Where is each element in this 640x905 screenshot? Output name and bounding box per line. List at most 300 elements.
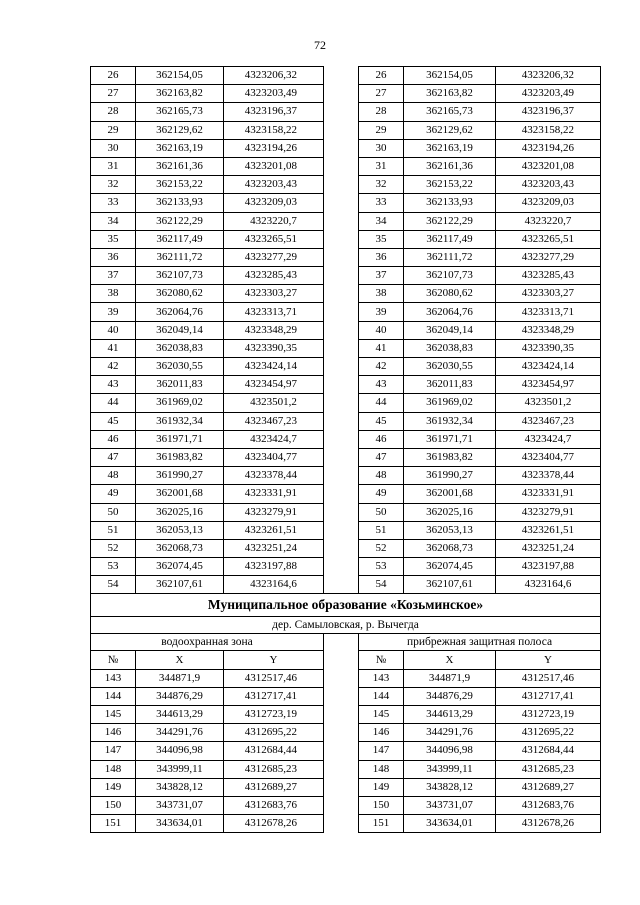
left-cell-x: 362038,83 xyxy=(136,339,224,357)
column-gap xyxy=(324,194,359,212)
left-cell-num: 32 xyxy=(91,176,136,194)
left-cell-y: 4312695,22 xyxy=(224,724,324,742)
right-cell-x: 343999,11 xyxy=(404,760,496,778)
right-cell-num: 148 xyxy=(359,760,404,778)
left-cell-x: 362068,73 xyxy=(136,539,224,557)
left-cell-y: 4323194,26 xyxy=(224,139,324,157)
right-cell-num: 151 xyxy=(359,815,404,833)
table-row xyxy=(91,321,601,339)
right-cell-num: 36 xyxy=(359,248,404,266)
right-cell-num: 143 xyxy=(359,669,404,687)
left-cell-x: 362111,72 xyxy=(136,248,224,266)
right-cell-x: 362107,73 xyxy=(404,267,496,285)
right-cell-y: 4312717,41 xyxy=(496,687,601,705)
left-cell-num: 147 xyxy=(91,742,136,760)
right-cell-x: 362165,73 xyxy=(404,103,496,121)
left-cell-y: 4323424,7 xyxy=(224,430,324,448)
right-cell-y: 4312517,46 xyxy=(496,669,601,687)
left-cell-num: 26 xyxy=(91,67,136,85)
left-cell-num: 149 xyxy=(91,778,136,796)
right-cell-num: 28 xyxy=(359,103,404,121)
column-gap xyxy=(324,521,359,539)
column-gap xyxy=(324,139,359,157)
table-row xyxy=(91,706,601,724)
right-cell-y: 4323454,97 xyxy=(496,376,601,394)
right-cell-num: 51 xyxy=(359,521,404,539)
table-row xyxy=(91,485,601,503)
left-cell-num: 49 xyxy=(91,485,136,503)
table-row xyxy=(91,248,601,266)
right-cell-y: 4323196,37 xyxy=(496,103,601,121)
table-row xyxy=(91,430,601,448)
table-row xyxy=(91,103,601,121)
right-header-x: X xyxy=(404,651,496,669)
left-cell-y: 4323348,29 xyxy=(224,321,324,339)
left-cell-x: 362064,76 xyxy=(136,303,224,321)
left-cell-x: 343731,07 xyxy=(136,796,224,814)
left-cell-num: 148 xyxy=(91,760,136,778)
right-cell-x: 362074,45 xyxy=(404,558,496,576)
left-cell-y: 4312689,27 xyxy=(224,778,324,796)
left-cell-y: 4323261,51 xyxy=(224,521,324,539)
column-gap xyxy=(324,230,359,248)
left-cell-x: 362001,68 xyxy=(136,485,224,503)
right-cell-x: 344096,98 xyxy=(404,742,496,760)
right-cell-num: 27 xyxy=(359,85,404,103)
left-cell-num: 143 xyxy=(91,669,136,687)
left-cell-y: 4323285,43 xyxy=(224,267,324,285)
right-cell-x: 361971,71 xyxy=(404,430,496,448)
left-cell-num: 47 xyxy=(91,448,136,466)
right-cell-x: 362001,68 xyxy=(404,485,496,503)
right-cell-y: 4312723,19 xyxy=(496,706,601,724)
left-cell-y: 4323197,88 xyxy=(224,558,324,576)
left-cell-num: 37 xyxy=(91,267,136,285)
left-cell-num: 40 xyxy=(91,321,136,339)
left-cell-x: 343634,01 xyxy=(136,815,224,833)
column-gap xyxy=(324,157,359,175)
right-cell-y: 4323424,14 xyxy=(496,358,601,376)
left-cell-y: 4323277,29 xyxy=(224,248,324,266)
right-cell-y: 4323201,08 xyxy=(496,157,601,175)
left-cell-x: 362117,49 xyxy=(136,230,224,248)
column-gap xyxy=(324,724,359,742)
table-row xyxy=(91,267,601,285)
left-cell-y: 4312517,46 xyxy=(224,669,324,687)
right-cell-num: 31 xyxy=(359,157,404,175)
left-cell-y: 4323378,44 xyxy=(224,467,324,485)
column-gap xyxy=(324,212,359,230)
right-zone-label: прибрежная защитная полоса xyxy=(359,634,601,651)
left-zone-label: водоохранная зона xyxy=(91,634,324,651)
column-gap xyxy=(324,706,359,724)
right-cell-num: 37 xyxy=(359,267,404,285)
left-header-num: № xyxy=(91,651,136,669)
column-gap xyxy=(324,67,359,85)
right-cell-x: 344871,9 xyxy=(404,669,496,687)
left-cell-num: 52 xyxy=(91,539,136,557)
column-gap xyxy=(324,669,359,687)
left-cell-x: 344876,29 xyxy=(136,687,224,705)
right-cell-x: 362129,62 xyxy=(404,121,496,139)
right-cell-x: 362153,22 xyxy=(404,176,496,194)
table-row xyxy=(91,67,601,85)
left-cell-y: 4323158,22 xyxy=(224,121,324,139)
right-cell-x: 362107,61 xyxy=(404,576,496,594)
left-cell-num: 50 xyxy=(91,503,136,521)
right-cell-y: 4323251,24 xyxy=(496,539,601,557)
right-cell-x: 362068,73 xyxy=(404,539,496,557)
column-gap xyxy=(324,267,359,285)
right-cell-y: 4312683,76 xyxy=(496,796,601,814)
left-cell-num: 150 xyxy=(91,796,136,814)
left-cell-num: 30 xyxy=(91,139,136,157)
left-header-x: X xyxy=(136,651,224,669)
left-cell-x: 362025,16 xyxy=(136,503,224,521)
left-header-y: Y xyxy=(224,651,324,669)
left-cell-num: 53 xyxy=(91,558,136,576)
table-row xyxy=(91,448,601,466)
right-cell-y: 4323261,51 xyxy=(496,521,601,539)
right-cell-y: 4323197,88 xyxy=(496,558,601,576)
right-cell-num: 47 xyxy=(359,448,404,466)
right-cell-x: 344613,29 xyxy=(404,706,496,724)
left-cell-y: 4323467,23 xyxy=(224,412,324,430)
right-cell-x: 344291,76 xyxy=(404,724,496,742)
zone-row xyxy=(91,634,601,651)
left-cell-x: 344096,98 xyxy=(136,742,224,760)
right-cell-num: 45 xyxy=(359,412,404,430)
right-cell-num: 33 xyxy=(359,194,404,212)
table-row xyxy=(91,376,601,394)
top-block-body xyxy=(91,67,601,594)
left-cell-num: 39 xyxy=(91,303,136,321)
left-cell-y: 4323404,77 xyxy=(224,448,324,466)
right-cell-y: 4323378,44 xyxy=(496,467,601,485)
right-cell-num: 35 xyxy=(359,230,404,248)
right-cell-y: 4323203,49 xyxy=(496,85,601,103)
table-row xyxy=(91,576,601,594)
table-row xyxy=(91,194,601,212)
left-cell-num: 43 xyxy=(91,376,136,394)
left-cell-x: 343828,12 xyxy=(136,778,224,796)
table-row xyxy=(91,139,601,157)
left-cell-y: 4323501,2 xyxy=(224,394,324,412)
table-row xyxy=(91,760,601,778)
column-gap xyxy=(324,430,359,448)
left-cell-num: 31 xyxy=(91,157,136,175)
column-gap xyxy=(324,285,359,303)
left-cell-y: 4323201,08 xyxy=(224,157,324,175)
column-gap xyxy=(324,815,359,833)
left-cell-num: 145 xyxy=(91,706,136,724)
right-cell-x: 362133,93 xyxy=(404,194,496,212)
table-row xyxy=(91,85,601,103)
header-gap xyxy=(324,651,359,669)
right-cell-y: 4323194,26 xyxy=(496,139,601,157)
table-row xyxy=(91,503,601,521)
column-gap xyxy=(324,394,359,412)
left-cell-y: 4312685,23 xyxy=(224,760,324,778)
column-gap xyxy=(324,358,359,376)
table-row xyxy=(91,157,601,175)
left-cell-num: 144 xyxy=(91,687,136,705)
left-cell-y: 4312723,19 xyxy=(224,706,324,724)
left-cell-x: 362053,13 xyxy=(136,521,224,539)
right-cell-num: 50 xyxy=(359,503,404,521)
left-cell-y: 4323203,43 xyxy=(224,176,324,194)
table-row xyxy=(91,724,601,742)
left-cell-x: 362154,05 xyxy=(136,67,224,85)
left-cell-num: 151 xyxy=(91,815,136,833)
right-cell-x: 362049,14 xyxy=(404,321,496,339)
right-cell-y: 4312678,26 xyxy=(496,815,601,833)
right-cell-y: 4312695,22 xyxy=(496,724,601,742)
right-cell-num: 26 xyxy=(359,67,404,85)
left-cell-x: 362163,82 xyxy=(136,85,224,103)
right-cell-y: 4323164,6 xyxy=(496,576,601,594)
left-cell-x: 362049,14 xyxy=(136,321,224,339)
left-cell-x: 343999,11 xyxy=(136,760,224,778)
left-cell-x: 344291,76 xyxy=(136,724,224,742)
right-cell-num: 52 xyxy=(359,539,404,557)
right-cell-y: 4323348,29 xyxy=(496,321,601,339)
right-cell-num: 53 xyxy=(359,558,404,576)
column-gap xyxy=(324,176,359,194)
column-gap xyxy=(324,558,359,576)
left-cell-x: 362080,62 xyxy=(136,285,224,303)
table-row xyxy=(91,558,601,576)
right-cell-x: 362163,19 xyxy=(404,139,496,157)
right-cell-num: 146 xyxy=(359,724,404,742)
left-cell-num: 33 xyxy=(91,194,136,212)
right-header-num: № xyxy=(359,651,404,669)
right-cell-x: 362163,82 xyxy=(404,85,496,103)
right-cell-num: 40 xyxy=(359,321,404,339)
right-cell-num: 32 xyxy=(359,176,404,194)
left-cell-y: 4323251,24 xyxy=(224,539,324,557)
table-row xyxy=(91,467,601,485)
left-cell-x: 362129,62 xyxy=(136,121,224,139)
municipality-title: Муниципальное образование «Козьминское» xyxy=(91,594,601,617)
table-row xyxy=(91,687,601,705)
right-cell-num: 30 xyxy=(359,139,404,157)
table-row xyxy=(91,212,601,230)
right-cell-y: 4312685,23 xyxy=(496,760,601,778)
left-cell-num: 27 xyxy=(91,85,136,103)
right-cell-num: 49 xyxy=(359,485,404,503)
left-cell-y: 4323206,32 xyxy=(224,67,324,85)
table-row xyxy=(91,339,601,357)
right-cell-y: 4323220,7 xyxy=(496,212,601,230)
left-cell-y: 4312683,76 xyxy=(224,796,324,814)
right-cell-y: 4312684,44 xyxy=(496,742,601,760)
column-gap xyxy=(324,303,359,321)
left-cell-x: 362074,45 xyxy=(136,558,224,576)
right-cell-x: 362117,49 xyxy=(404,230,496,248)
column-gap xyxy=(324,687,359,705)
left-cell-x: 362107,73 xyxy=(136,267,224,285)
right-cell-x: 362038,83 xyxy=(404,339,496,357)
right-cell-num: 147 xyxy=(359,742,404,760)
column-gap xyxy=(324,796,359,814)
right-cell-x: 362154,05 xyxy=(404,67,496,85)
left-cell-num: 45 xyxy=(91,412,136,430)
left-cell-x: 361990,27 xyxy=(136,467,224,485)
left-cell-num: 46 xyxy=(91,430,136,448)
right-cell-y: 4323424,7 xyxy=(496,430,601,448)
right-cell-num: 144 xyxy=(359,687,404,705)
left-cell-y: 4323390,35 xyxy=(224,339,324,357)
right-cell-x: 361983,82 xyxy=(404,448,496,466)
left-cell-num: 36 xyxy=(91,248,136,266)
column-gap xyxy=(324,503,359,521)
column-gap xyxy=(324,339,359,357)
right-cell-y: 4323209,03 xyxy=(496,194,601,212)
right-cell-x: 362122,29 xyxy=(404,212,496,230)
left-cell-x: 362122,29 xyxy=(136,212,224,230)
table-row xyxy=(91,539,601,557)
table-row xyxy=(91,412,601,430)
column-gap xyxy=(324,321,359,339)
left-cell-y: 4323196,37 xyxy=(224,103,324,121)
right-cell-y: 4323404,77 xyxy=(496,448,601,466)
table-row xyxy=(91,176,601,194)
right-header-y: Y xyxy=(496,651,601,669)
left-cell-num: 42 xyxy=(91,358,136,376)
column-gap xyxy=(324,121,359,139)
right-cell-y: 4323265,51 xyxy=(496,230,601,248)
right-cell-y: 4323203,43 xyxy=(496,176,601,194)
left-cell-y: 4323164,6 xyxy=(224,576,324,594)
right-cell-x: 343828,12 xyxy=(404,778,496,796)
column-gap xyxy=(324,376,359,394)
right-cell-y: 4323206,32 xyxy=(496,67,601,85)
table-row xyxy=(91,394,601,412)
column-gap xyxy=(324,103,359,121)
column-gap xyxy=(324,760,359,778)
column-gap xyxy=(324,485,359,503)
left-cell-x: 344613,29 xyxy=(136,706,224,724)
right-cell-y: 4323331,91 xyxy=(496,485,601,503)
column-gap xyxy=(324,85,359,103)
right-cell-x: 362161,36 xyxy=(404,157,496,175)
right-cell-y: 4323285,43 xyxy=(496,267,601,285)
right-cell-num: 54 xyxy=(359,576,404,594)
column-gap xyxy=(324,467,359,485)
right-cell-num: 44 xyxy=(359,394,404,412)
right-cell-x: 361969,02 xyxy=(404,394,496,412)
table-row xyxy=(91,521,601,539)
right-cell-y: 4323158,22 xyxy=(496,121,601,139)
right-cell-y: 4323313,71 xyxy=(496,303,601,321)
left-cell-x: 362133,93 xyxy=(136,194,224,212)
left-cell-y: 4323454,97 xyxy=(224,376,324,394)
left-cell-y: 4323209,03 xyxy=(224,194,324,212)
right-cell-x: 362011,83 xyxy=(404,376,496,394)
right-cell-x: 362064,76 xyxy=(404,303,496,321)
right-cell-y: 4323277,29 xyxy=(496,248,601,266)
left-cell-x: 361969,02 xyxy=(136,394,224,412)
right-cell-x: 344876,29 xyxy=(404,687,496,705)
left-cell-x: 362030,55 xyxy=(136,358,224,376)
column-gap xyxy=(324,576,359,594)
left-cell-x: 362107,61 xyxy=(136,576,224,594)
right-cell-num: 43 xyxy=(359,376,404,394)
left-cell-x: 361983,82 xyxy=(136,448,224,466)
right-cell-x: 362111,72 xyxy=(404,248,496,266)
right-cell-y: 4323279,91 xyxy=(496,503,601,521)
coordinates-table xyxy=(90,66,601,833)
right-cell-num: 29 xyxy=(359,121,404,139)
left-cell-y: 4323303,27 xyxy=(224,285,324,303)
table-row xyxy=(91,230,601,248)
right-cell-num: 41 xyxy=(359,339,404,357)
page-number: 72 xyxy=(314,38,326,52)
left-cell-y: 4323313,71 xyxy=(224,303,324,321)
table-row xyxy=(91,669,601,687)
right-cell-x: 362030,55 xyxy=(404,358,496,376)
right-cell-x: 343731,07 xyxy=(404,796,496,814)
left-cell-y: 4312678,26 xyxy=(224,815,324,833)
left-cell-y: 4312684,44 xyxy=(224,742,324,760)
place-name: дер. Самыловская, р. Вычегда xyxy=(91,617,601,634)
right-cell-num: 39 xyxy=(359,303,404,321)
left-cell-x: 344871,9 xyxy=(136,669,224,687)
right-cell-y: 4312689,27 xyxy=(496,778,601,796)
right-cell-y: 4323303,27 xyxy=(496,285,601,303)
left-cell-num: 51 xyxy=(91,521,136,539)
right-cell-num: 38 xyxy=(359,285,404,303)
left-cell-num: 146 xyxy=(91,724,136,742)
left-cell-num: 35 xyxy=(91,230,136,248)
right-cell-y: 4323467,23 xyxy=(496,412,601,430)
right-cell-num: 34 xyxy=(359,212,404,230)
right-cell-y: 4323390,35 xyxy=(496,339,601,357)
table-row xyxy=(91,121,601,139)
left-cell-x: 361971,71 xyxy=(136,430,224,448)
left-cell-num: 54 xyxy=(91,576,136,594)
right-cell-num: 145 xyxy=(359,706,404,724)
table-row xyxy=(91,285,601,303)
left-cell-y: 4323279,91 xyxy=(224,503,324,521)
column-gap xyxy=(324,248,359,266)
right-cell-num: 150 xyxy=(359,796,404,814)
table-row xyxy=(91,303,601,321)
column-gap xyxy=(324,412,359,430)
place-row xyxy=(91,617,601,634)
left-cell-x: 362161,36 xyxy=(136,157,224,175)
right-cell-y: 4323501,2 xyxy=(496,394,601,412)
column-gap xyxy=(324,448,359,466)
left-cell-x: 362011,83 xyxy=(136,376,224,394)
table-row xyxy=(91,742,601,760)
column-header-row xyxy=(91,651,601,669)
column-gap xyxy=(324,742,359,760)
municipality-block-body xyxy=(91,594,601,833)
left-cell-x: 362163,19 xyxy=(136,139,224,157)
left-cell-y: 4323220,7 xyxy=(224,212,324,230)
column-gap xyxy=(324,539,359,557)
left-cell-num: 41 xyxy=(91,339,136,357)
left-cell-num: 28 xyxy=(91,103,136,121)
right-cell-x: 362025,16 xyxy=(404,503,496,521)
right-cell-x: 343634,01 xyxy=(404,815,496,833)
column-gap xyxy=(324,778,359,796)
right-cell-num: 48 xyxy=(359,467,404,485)
table-row xyxy=(91,358,601,376)
table-row xyxy=(91,796,601,814)
